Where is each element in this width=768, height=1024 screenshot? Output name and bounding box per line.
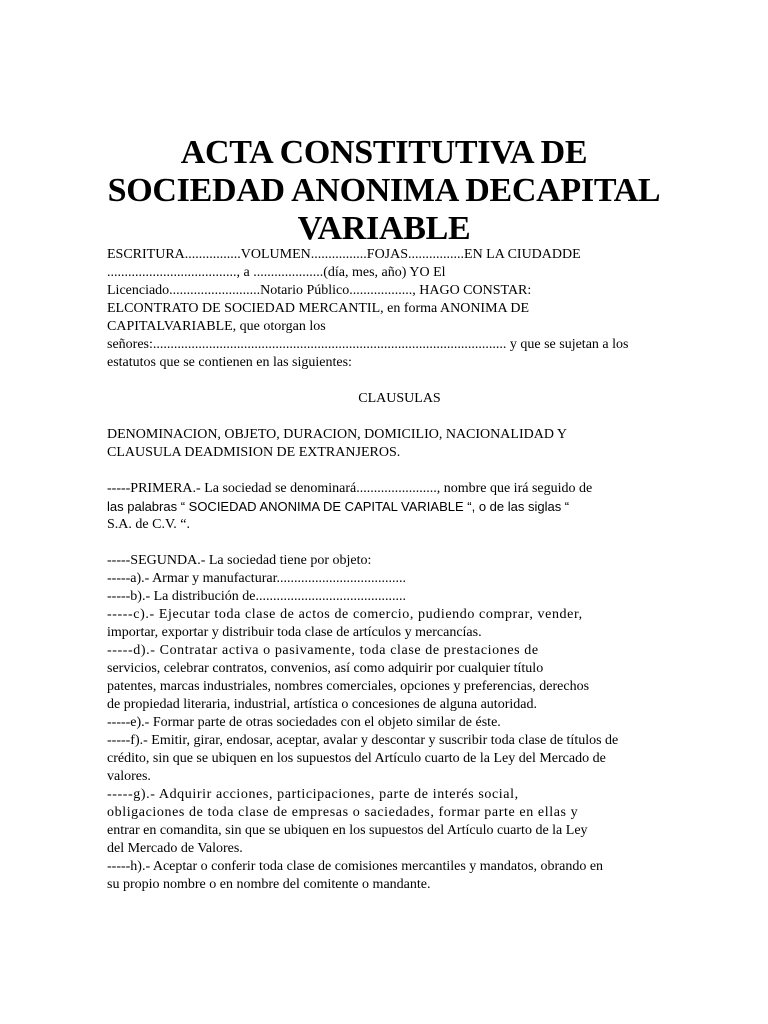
text-line: de propiedad literaria, industrial, artística o concesiones de alguna autoridad. bbox=[107, 697, 537, 712]
text-line: señores:..................................................................................................... y que se sujetan a los bbox=[107, 337, 629, 352]
text-line: CAPITALVARIABLE, que otorgan los bbox=[107, 319, 326, 334]
text-line: -----PRIMERA.- La sociedad se denominará......................., nombre que irá seguido de bbox=[107, 481, 593, 496]
text-line: ....................................., a ....................(día, mes, año) YO El bbox=[107, 265, 446, 280]
text-line: -----e).- Formar parte de otras sociedades con el objeto similar de éste. bbox=[107, 715, 501, 730]
text-line: ELCONTRATO DE SOCIEDAD MERCANTIL, en forma ANONIMA DE bbox=[107, 301, 530, 316]
text-line: -----b).- La distribución de........................................... bbox=[107, 589, 406, 604]
text-line: -----SEGUNDA.- La sociedad tiene por objeto: bbox=[107, 553, 372, 568]
text-line: DENOMINACION, OBJETO, DURACION, DOMICILIO, NACIONALIDAD Y bbox=[107, 427, 568, 442]
text-line: S.A. de C.V. “. bbox=[107, 517, 190, 532]
text-line: estatutos que se contienen en las siguientes: bbox=[107, 355, 352, 370]
text-line: -----c).- Ejecutar toda clase de actos de comercio, pudiendo comprar, vender, bbox=[107, 607, 583, 622]
text-line: -----h).- Aceptar o conferir toda clase de comisiones mercantiles y mandatos, obrando en bbox=[107, 859, 604, 874]
text-line: valores. bbox=[107, 769, 151, 784]
text-line: importar, exportar y distribuir toda clase de artículos y mercancías. bbox=[107, 625, 482, 640]
clausulas-heading: CLAUSULAS bbox=[358, 391, 441, 406]
text-line: servicios, celebrar contratos, convenios, así como adquirir por cualquier título bbox=[107, 661, 544, 676]
text-line: entrar en comandita, sin que se ubiquen en los supuestos del Artículo cuarto de la Ley bbox=[107, 823, 588, 838]
title-line: ACTA CONSTITUTIVA DE bbox=[180, 134, 588, 171]
text-line: patentes, marcas industriales, nombres comerciales, opciones y preferencias, derechos bbox=[107, 679, 590, 694]
text-line: obligaciones de toda clase de empresas o saciedades, formar parte en ellas y bbox=[107, 805, 579, 820]
document-title bbox=[60, 134, 708, 248]
text-line: -----g).- Adquirir acciones, participaciones, parte de interés social, bbox=[107, 787, 519, 802]
title-line: SOCIEDAD ANONIMA DECAPITAL bbox=[107, 172, 661, 209]
text-line: del Mercado de Valores. bbox=[107, 841, 243, 856]
text-line: Licenciado..........................Notario Público.................., HAGO CONSTAR: bbox=[107, 283, 532, 298]
text-line: crédito, sin que se ubiquen en los supuestos del Artículo cuarto de la Ley del Mercado de bbox=[107, 751, 606, 766]
text-line: las palabras “ SOCIEDAD ANONIMA DE CAPITAL VARIABLE “, o de las siglas “ bbox=[107, 499, 570, 514]
text-line: CLAUSULA DEADMISION DE EXTRANJEROS. bbox=[107, 445, 401, 460]
text-line: -----a).- Armar y manufacturar..................................... bbox=[107, 571, 406, 586]
text-line: -----d).- Contratar activa o pasivamente, toda clase de prestaciones de bbox=[107, 643, 539, 658]
section-heading bbox=[107, 426, 692, 462]
clause-segunda bbox=[107, 552, 692, 894]
text-line: -----f).- Emitir, girar, endosar, aceptar, avalar y descontar y suscribir toda clase de títulos de bbox=[107, 733, 619, 748]
text-line: ESCRITURA................VOLUMEN................FOJAS................EN LA CIUDADDE bbox=[107, 247, 581, 262]
document-body bbox=[107, 246, 692, 894]
title-line: VARIABLE bbox=[297, 210, 471, 247]
text-line: su propio nombre o en nombre del comitente o mandante. bbox=[107, 877, 431, 892]
clause-primera bbox=[107, 480, 692, 534]
intro-paragraph bbox=[107, 246, 692, 372]
